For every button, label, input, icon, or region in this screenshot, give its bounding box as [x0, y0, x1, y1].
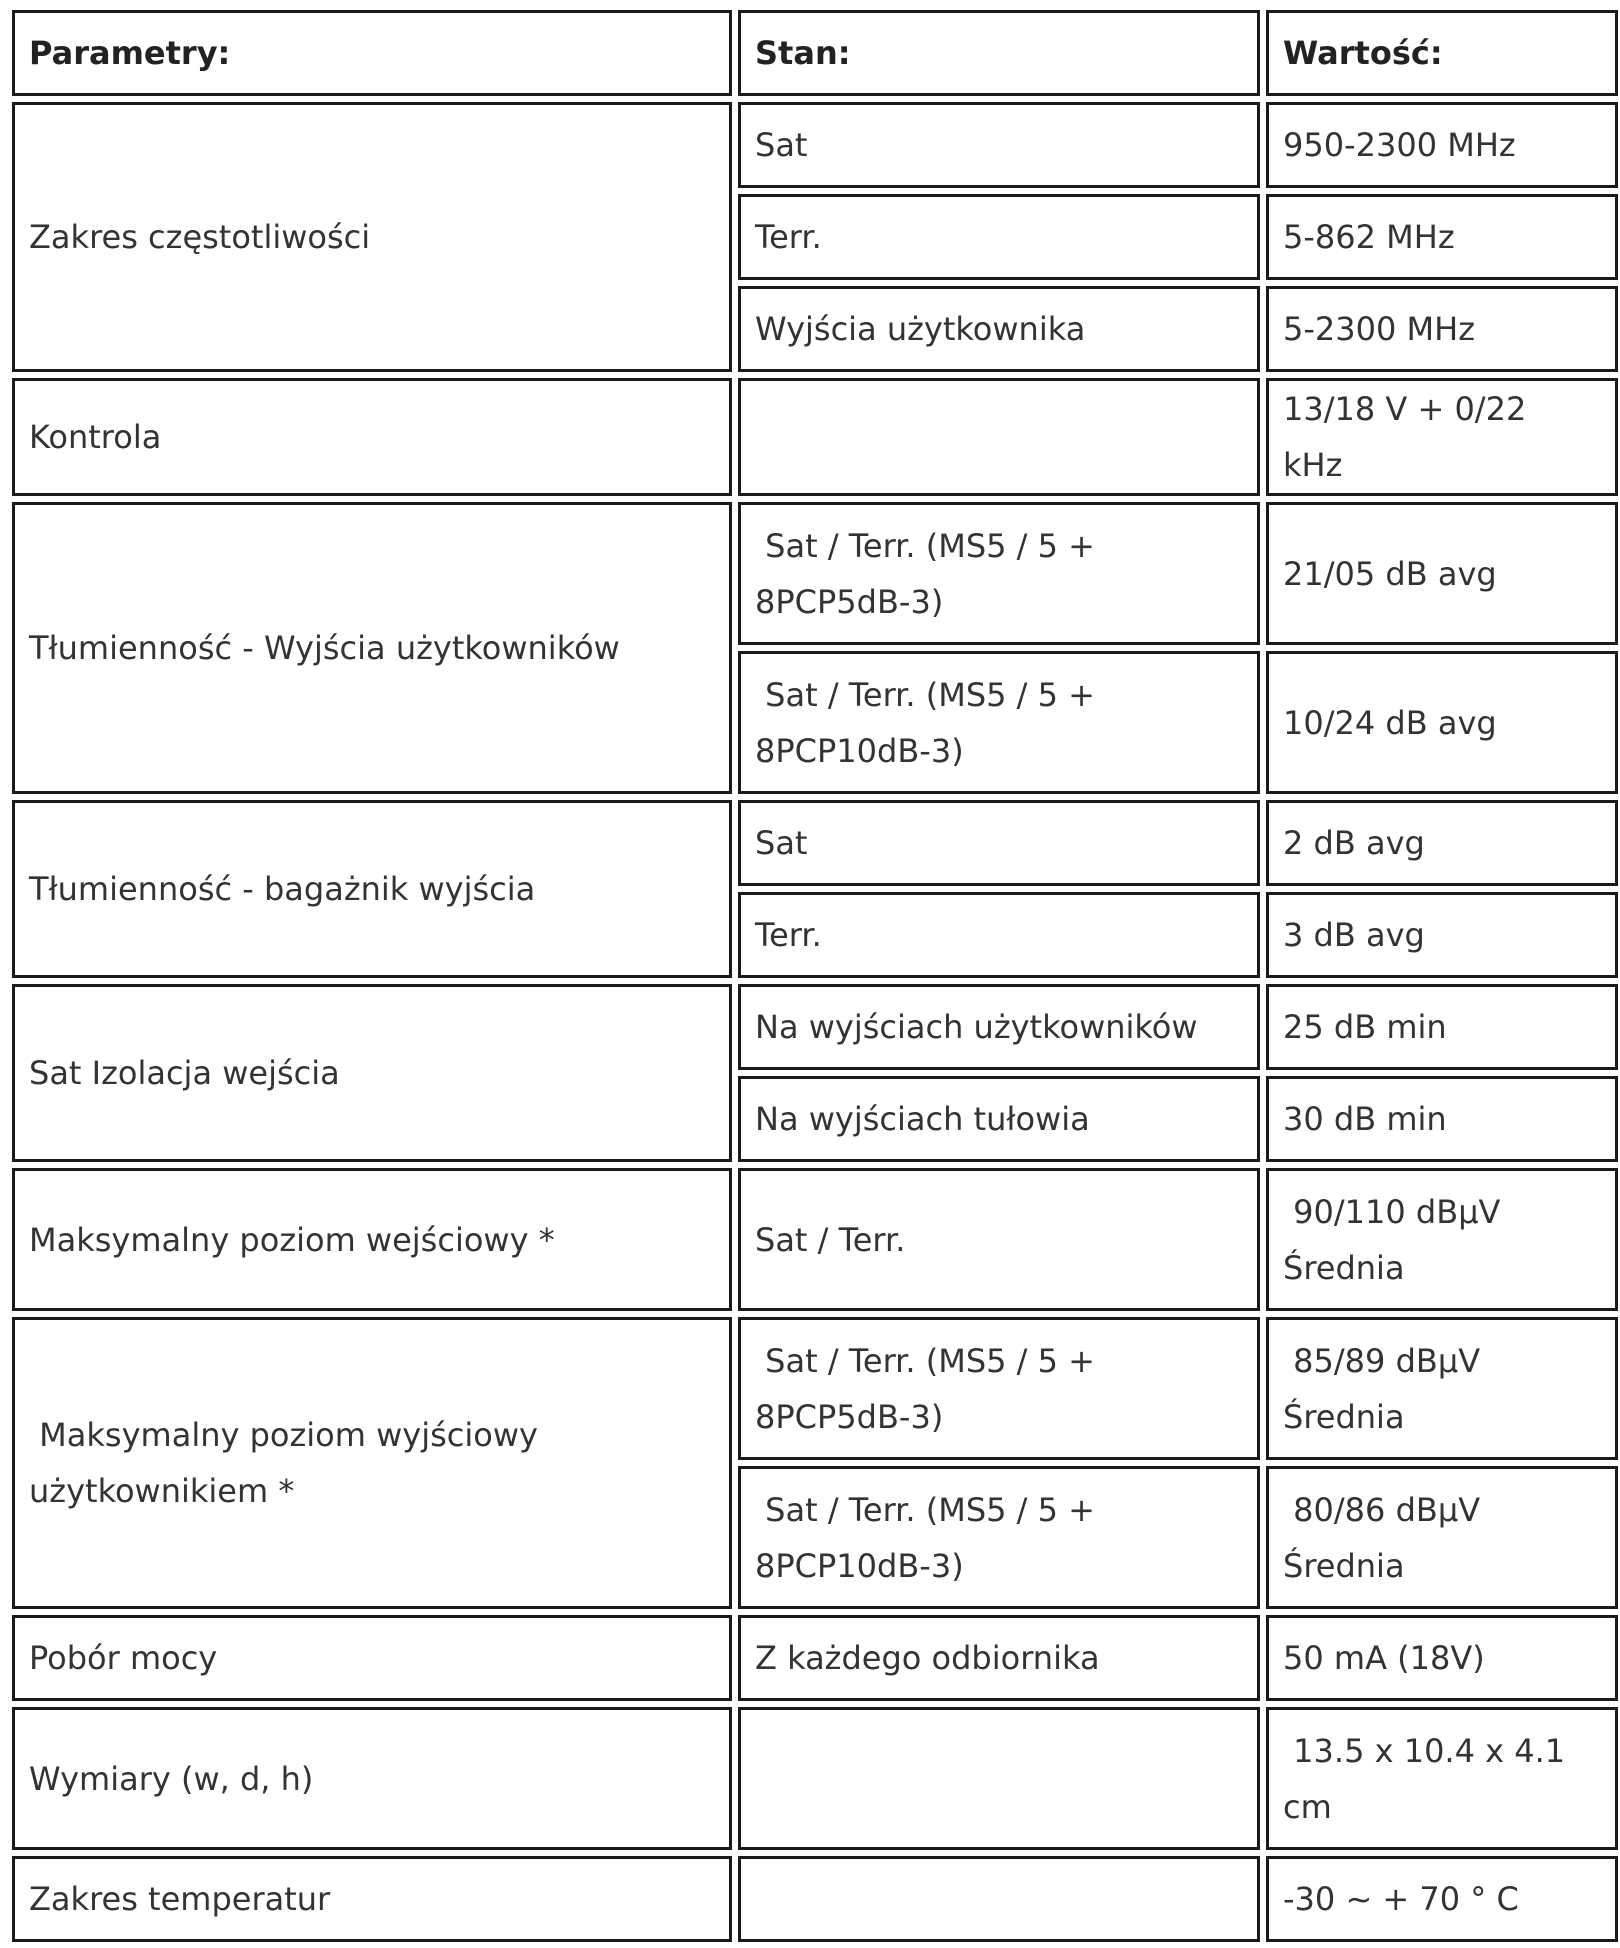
control-value: 13/18 V + 0/22 kHz — [1266, 378, 1618, 496]
max-output-value-2 — [1266, 1466, 1618, 1609]
max-input-value — [1266, 1168, 1618, 1311]
isolation-param: Sat Izolacja wejścia — [12, 984, 732, 1162]
max-output-value-1 — [1266, 1317, 1618, 1460]
table-row — [12, 1168, 1618, 1311]
max-input-param: Maksymalny poziom wejściowy * — [12, 1168, 732, 1311]
freq-value-terr: 5-862 MHz — [1266, 194, 1618, 280]
freq-state-sat: Sat — [738, 102, 1260, 188]
table-row — [12, 378, 1618, 496]
isolation-value-trunk: 30 dB min — [1266, 1076, 1618, 1162]
table-row — [12, 1856, 1618, 1942]
freq-param: Zakres częstotliwości — [12, 102, 732, 372]
temperature-value: -30 ~ + 70 ° C — [1266, 1856, 1618, 1942]
table-row — [12, 502, 1618, 645]
atten-trunk-param: Tłumienność - bagażnik wyjścia — [12, 800, 732, 978]
freq-state-terr: Terr. — [738, 194, 1260, 280]
control-param: Kontrola — [12, 378, 732, 496]
state-line-1: Sat / Terr. (MS5 / 5 + — [765, 1490, 1095, 1529]
atten-users-value-2: 10/24 dB avg — [1266, 651, 1618, 794]
max-output-param — [12, 1317, 732, 1609]
table-row — [12, 984, 1618, 1070]
atten-trunk-value-terr: 3 dB avg — [1266, 892, 1618, 978]
header-param: Parametry: — [12, 10, 732, 96]
atten-trunk-value-sat: 2 dB avg — [1266, 800, 1618, 886]
isolation-state-users: Na wyjściach użytkowników — [738, 984, 1260, 1070]
table-row — [12, 1317, 1618, 1460]
state-line-1: Sat / Terr. (MS5 / 5 + — [765, 1341, 1095, 1380]
table-row — [12, 1707, 1618, 1850]
value-line-1: 90/110 dBμV — [1293, 1192, 1501, 1231]
atten-users-state-2 — [738, 651, 1260, 794]
header-value: Wartość: — [1266, 10, 1618, 96]
value-line-2: Średnia — [1283, 1248, 1405, 1287]
control-state — [738, 378, 1260, 496]
value-line-2: Średnia — [1283, 1546, 1405, 1585]
state-line-1: Sat / Terr. (MS5 / 5 + — [765, 526, 1095, 565]
atten-trunk-state-sat: Sat — [738, 800, 1260, 886]
max-output-state-2 — [738, 1466, 1260, 1609]
param-line-2: użytkownikiem * — [29, 1472, 295, 1510]
dimensions-param: Wymiary (w, d, h) — [12, 1707, 732, 1850]
table-header-row — [12, 10, 1618, 96]
power-value: 50 mA (18V) — [1266, 1615, 1618, 1701]
state-line-2: 8PCP10dB-3) — [755, 1546, 964, 1585]
value-line-1: 85/89 dBμV — [1293, 1341, 1481, 1380]
state-line-2: 8PCP5dB-3) — [755, 582, 944, 621]
max-input-state: Sat / Terr. — [738, 1168, 1260, 1311]
atten-users-state-1 — [738, 502, 1260, 645]
table-row — [12, 800, 1618, 886]
max-output-state-1 — [738, 1317, 1260, 1460]
power-param: Pobór mocy — [12, 1615, 732, 1701]
power-state: Z każdego odbiornika — [738, 1615, 1260, 1701]
atten-trunk-state-terr: Terr. — [738, 892, 1260, 978]
isolation-value-users: 25 dB min — [1266, 984, 1618, 1070]
freq-state-user: Wyjścia użytkownika — [738, 286, 1260, 372]
atten-users-param: Tłumienność - Wyjścia użytkowników — [12, 502, 732, 794]
table-row — [12, 1615, 1618, 1701]
spec-table — [6, 4, 1620, 1948]
dimensions-value — [1266, 1707, 1618, 1850]
state-line-2: 8PCP5dB-3) — [755, 1397, 944, 1436]
value-line-1: 80/86 dBμV — [1293, 1490, 1481, 1529]
dimensions-state — [738, 1707, 1260, 1850]
freq-value-user: 5-2300 MHz — [1266, 286, 1618, 372]
atten-users-value-1: 21/05 dB avg — [1266, 502, 1618, 645]
state-line-1: Sat / Terr. (MS5 / 5 + — [765, 675, 1095, 714]
value-line-2: cm — [1283, 1787, 1332, 1826]
table-row — [12, 102, 1618, 188]
temperature-state — [738, 1856, 1260, 1942]
value-line-1: 13.5 x 10.4 x 4.1 — [1293, 1731, 1566, 1770]
state-line-2: 8PCP10dB-3) — [755, 731, 964, 770]
temperature-param: Zakres temperatur — [12, 1856, 732, 1942]
param-line-1: Maksymalny poziom wyjściowy — [39, 1416, 538, 1454]
freq-value-sat: 950-2300 MHz — [1266, 102, 1618, 188]
isolation-state-trunk: Na wyjściach tułowia — [738, 1076, 1260, 1162]
header-state: Stan: — [738, 10, 1260, 96]
value-line-2: Średnia — [1283, 1397, 1405, 1436]
